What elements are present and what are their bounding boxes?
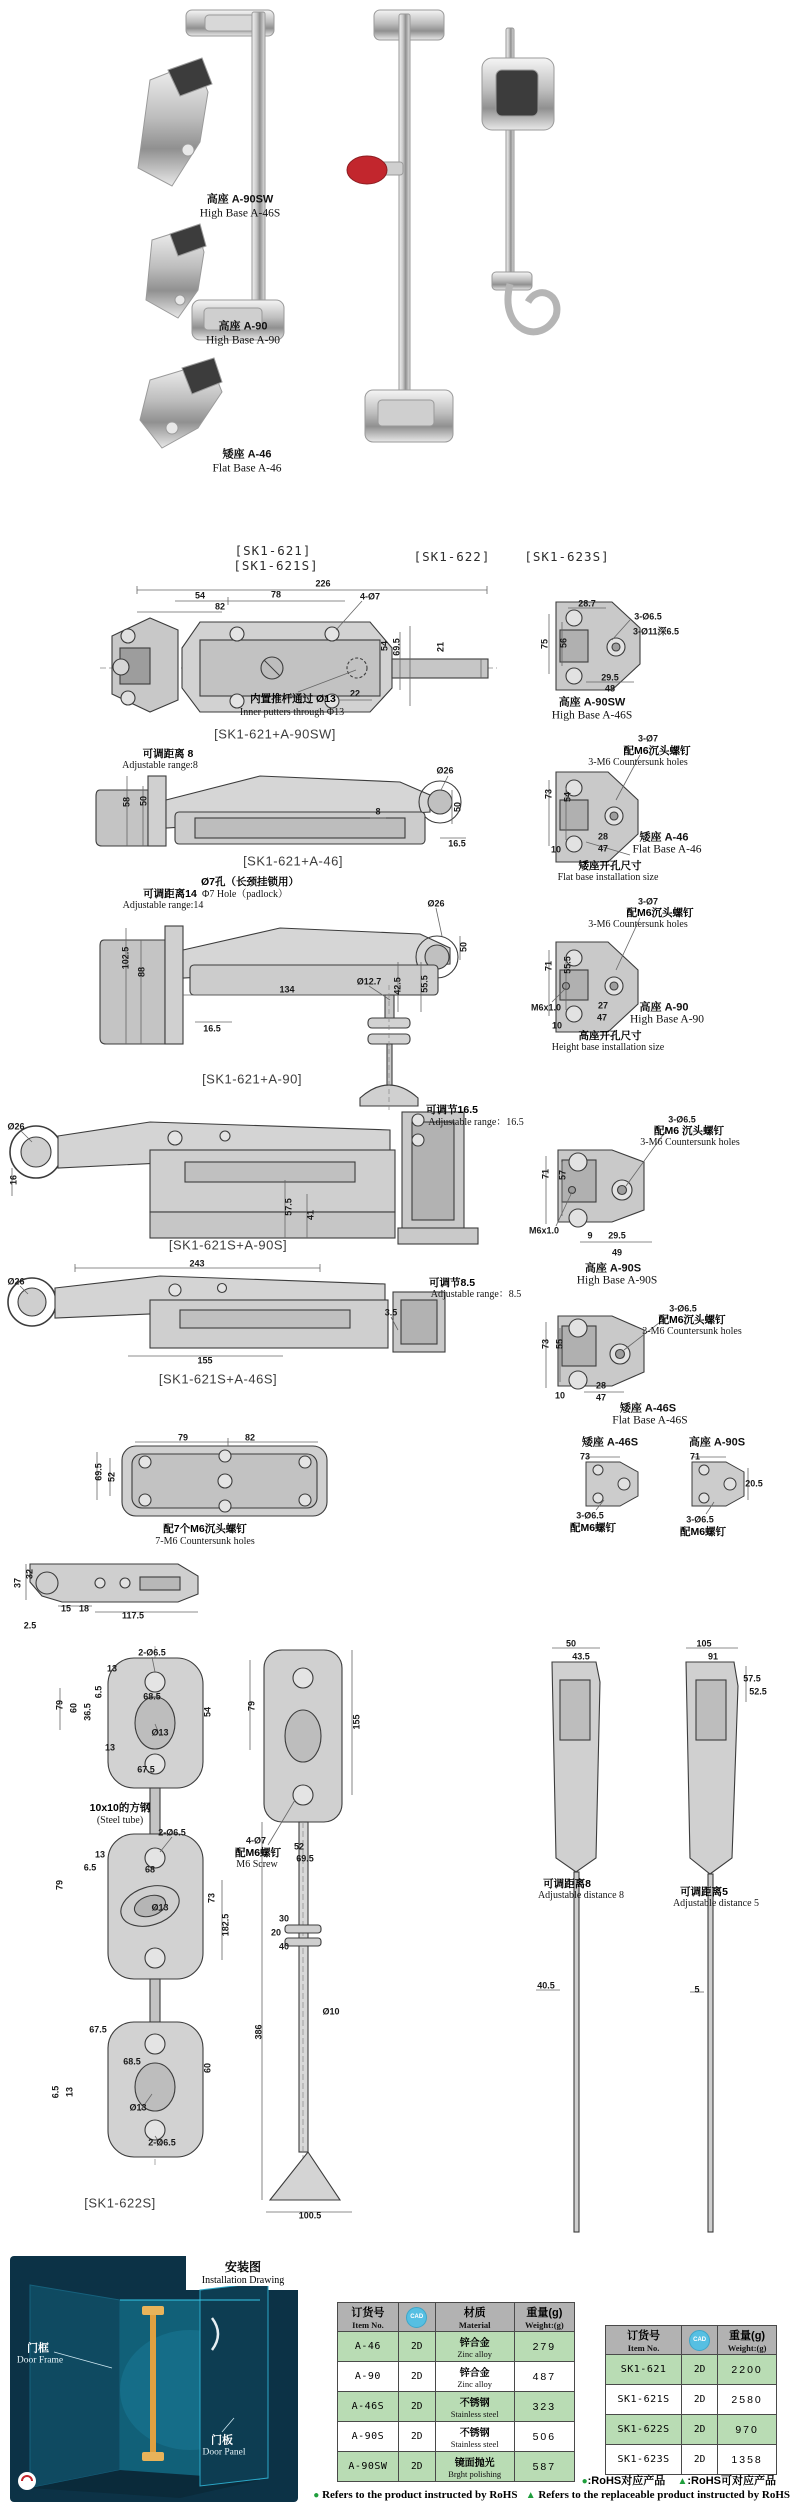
drawing-annotation: 5 — [694, 1984, 700, 1995]
drawing-a90-install — [549, 918, 640, 1032]
table-cell-cad: 2D — [398, 2422, 435, 2452]
drawing-annotation: Adjustable range:14 — [122, 900, 204, 911]
drawing-annotation: 47 — [595, 1392, 607, 1403]
drawing-annotation: 68.5 — [123, 2056, 141, 2067]
drawing-annotation: High Base A-90 — [205, 334, 281, 347]
photo-sk1-623s — [482, 28, 557, 332]
drawing-annotation: 配M6螺钉 — [234, 1846, 282, 1859]
drawing-annotation: High Base A-90 — [629, 1013, 705, 1026]
drawing-annotation: 67.5 — [137, 1764, 155, 1775]
drawing-7m6-plate — [93, 1438, 327, 1516]
drawing-annotation: 82 — [244, 1432, 256, 1443]
drawing-annotation: 16.5 — [203, 1023, 221, 1034]
drawing-annotation: 门框 — [27, 2342, 49, 2355]
part-number-label: [SK1-621+A-90SW] — [214, 726, 336, 742]
drawing-annotation: 矮座 A-46 — [222, 448, 272, 461]
drawing-annotation: 243 — [189, 1258, 205, 1269]
drawing-annotation: 9 — [587, 1230, 593, 1241]
col-item-no: 订货号 Item No. — [338, 2303, 399, 2332]
table-cell-mat_zh: 镜面抛光 Brght polishing — [435, 2452, 514, 2482]
drawing-annotation: 69.5 — [391, 638, 402, 656]
parts-table-assemblies — [605, 2325, 777, 2475]
drawing-annotation: 40.5 — [537, 1980, 555, 1991]
drawing-annotation: Adjustable range：16.5 — [428, 1117, 524, 1128]
drawing-annotation: 54 — [379, 640, 390, 652]
drawing-annotation: 可调节16.5 — [426, 1103, 478, 1116]
table-row — [338, 2422, 575, 2452]
drawing-annotation: Flat base installation size — [557, 872, 659, 883]
drawing-annotation: 20 — [270, 1927, 282, 1938]
table-cell-cad: 2D — [682, 2355, 718, 2385]
drawing-annotation: 高座 A-90 — [639, 1001, 689, 1014]
drawing-annotation: 3-Ø6.5 — [668, 1114, 696, 1125]
red-knob — [347, 156, 387, 184]
table-cell-cad: 2D — [682, 2445, 718, 2475]
drawing-annotation: Ø13 — [151, 1902, 169, 1913]
drawing-annotation: 68.5 — [143, 1691, 161, 1702]
drawing-annotation: 386 — [253, 2024, 264, 2040]
drawing-annotation: 配M6 沉头螺钉 — [653, 1124, 725, 1137]
table-row — [338, 2452, 575, 2482]
table-cell-item: SK1-622S — [606, 2415, 682, 2445]
drawing-annotation: 55.5 — [562, 956, 573, 974]
drawing-annotation: Flat Base A-46 — [212, 462, 282, 475]
drawing-annotation: 3-Ø7 — [637, 896, 659, 907]
table-cell-item: A-46S — [338, 2392, 399, 2422]
drawing-annotation: 3-Ø6.5 — [669, 1303, 697, 1314]
table-row — [338, 2392, 575, 2422]
drawing-annotation: 门板 — [211, 2434, 233, 2447]
table-cell-mat_zh: 锌合金 Zinc alloy — [435, 2332, 514, 2362]
drawing-annotation: 50 — [565, 1638, 577, 1649]
drawing-annotation: 配M6螺钉 — [679, 1525, 727, 1538]
table-cell-item: SK1-621 — [606, 2355, 682, 2385]
drawing-annotation: 73 — [579, 1451, 591, 1462]
drawing-a46s-a90s-small — [586, 1457, 748, 1514]
drawing-annotation: 32 — [24, 1568, 35, 1580]
col-cad — [682, 2326, 718, 2355]
table-cell-w: 279 — [514, 2332, 574, 2362]
drawing-annotation: High Base A-46S — [551, 709, 633, 722]
drawing-annotation: 3-Ø6.5 — [686, 1514, 714, 1525]
rohs-note-en: ● Refers to the product instructed by RoHS ▲ Refers to the replaceable product instructed by RoHS — [313, 2489, 790, 2501]
parts-table-materials — [337, 2302, 575, 2482]
photo-base-a90sw — [138, 58, 212, 186]
drawing-annotation: High Base A-90S — [576, 1274, 658, 1287]
table-cell-item: A-46 — [338, 2332, 399, 2362]
drawing-annotation: 41 — [305, 1209, 316, 1221]
drawing-annotation: Ø26 — [427, 898, 445, 909]
drawing-annotation: 3.5 — [384, 1307, 398, 1318]
col-weight: 重量(g) Weight:(g) — [718, 2326, 777, 2355]
rohs-note-zh: ●:RoHS对应产品 ▲:RoHS可对应产品 — [581, 2475, 776, 2487]
drawing-annotation: 50 — [138, 795, 149, 807]
drawing-annotation: 16 — [8, 1174, 19, 1186]
drawing-annotation: 73 — [540, 1338, 551, 1350]
drawing-a90s-install — [546, 1128, 668, 1242]
drawing-annotation: 71 — [689, 1451, 701, 1462]
drawing-annotation: 13 — [94, 1849, 106, 1860]
drawing-annotation: 10x10的方钢 — [89, 1801, 151, 1814]
drawing-annotation: 102.5 — [120, 946, 131, 970]
part-number-label: [SK1-621+A-90] — [202, 1071, 302, 1087]
drawing-annotation: 50 — [458, 941, 469, 953]
table-cell-w: 587 — [514, 2452, 574, 2482]
table-cell-cad: 2D — [682, 2415, 718, 2445]
drawing-annotation: 22 — [349, 688, 361, 699]
col-item-no: 订货号 Item No. — [606, 2326, 682, 2355]
cad-icon: CAD — [689, 2330, 710, 2351]
drawing-annotation: 58 — [121, 796, 132, 808]
drawing-annotation: 155 — [351, 1714, 362, 1730]
drawing-annotation: 13 — [106, 1663, 118, 1674]
table-header-row — [606, 2326, 777, 2355]
table-cell-item: SK1-623S — [606, 2445, 682, 2475]
col-weight: 重量(g) Weight:(g) — [514, 2303, 574, 2332]
brand-logo — [18, 2472, 36, 2490]
drawing-annotation: 57 — [557, 1169, 568, 1181]
table-cell-mat_zh: 锌合金 Zinc alloy — [435, 2362, 514, 2392]
rohs-dot-icon: ● — [581, 2476, 588, 2487]
drawing-annotation: 60 — [202, 2062, 213, 2074]
drawing-annotation: 高座开孔尺寸 — [578, 1029, 642, 1042]
table-cell-item: A-90 — [338, 2362, 399, 2392]
drawing-annotation: 2-Ø6.5 — [138, 1647, 166, 1658]
drawing-annotation: 29.5 — [608, 1230, 626, 1241]
drawing-annotation: Flat Base A-46 — [632, 843, 702, 856]
drawing-annotation: 182.5 — [220, 1913, 231, 1937]
drawing-annotation: 79 — [54, 1879, 65, 1891]
drawing-annotation: 4-Ø7 — [359, 591, 381, 602]
drawing-annotation: Ø13 — [129, 2102, 147, 2113]
part-number-label: [SK1-621] — [234, 542, 312, 558]
drawing-annotation: 矮座开孔尺寸 — [578, 859, 642, 872]
drawing-annotation: Ø26 — [436, 765, 454, 776]
drawing-annotation: Door Panel — [202, 2447, 246, 2458]
installation-illustration — [10, 2256, 298, 2502]
drawing-annotation: 54 — [194, 590, 206, 601]
table-row — [606, 2355, 777, 2385]
drawing-annotation: 54 — [562, 791, 573, 803]
drawing-annotation: 27 — [597, 1000, 609, 1011]
drawing-annotation: Door Frame — [16, 2355, 64, 2366]
drawing-annotation: 安装图 — [222, 2261, 264, 2273]
drawing-annotation: 6.5 — [83, 1862, 97, 1873]
part-number-label: [SK1-621S] — [233, 557, 319, 573]
drawing-annotation: 29.5 — [601, 672, 619, 683]
drawing-annotation: 47 — [596, 1012, 608, 1023]
col-material: 材质 Material — [435, 2303, 514, 2332]
table-cell-w: 2580 — [718, 2385, 777, 2415]
drawing-annotation: Ø7孔（长颈挂锁用） — [200, 875, 300, 888]
drawing-annotation: 可调距离8 — [543, 1877, 591, 1890]
drawing-annotation: Flat Base A-46S — [612, 1414, 688, 1427]
drawing-annotation: 7-M6 Countersunk holes — [155, 1536, 255, 1547]
drawing-annotation: 69.5 — [296, 1853, 314, 1864]
drawing-annotation: 6.5 — [93, 1685, 104, 1699]
table-cell-cad: 2D — [398, 2332, 435, 2362]
drawing-annotation: 3-M6 Countersunk holes — [588, 757, 688, 768]
drawing-annotation: 47 — [597, 843, 609, 854]
part-number-label: [SK1-621S+A-90S] — [168, 1237, 288, 1253]
drawing-annotation: Inner putters through Φ13 — [239, 707, 345, 718]
drawing-annotation: 20.5 — [745, 1478, 763, 1489]
rohs-triangle-icon: ▲ — [525, 2490, 536, 2501]
drawing-annotation: 可调节8.5 — [428, 1276, 476, 1289]
drawing-annotation: Adjustable distance 8 — [537, 1890, 625, 1901]
table-row — [606, 2415, 777, 2445]
drawing-annotation: 8 — [375, 806, 381, 817]
table-cell-w: 506 — [514, 2422, 574, 2452]
drawing-annotation: 55.5 — [419, 975, 430, 993]
drawing-annotation: 配7个M6沉头螺钉 — [163, 1522, 247, 1535]
door-panel — [200, 2282, 268, 2486]
drawing-annotation: 155 — [197, 1355, 213, 1366]
drawing-keeper — [26, 1564, 198, 1612]
drawing-annotation: 矮座 A-46S — [619, 1402, 677, 1415]
drawing-annotation: 3-Ø6.5 — [576, 1510, 604, 1521]
table-row — [338, 2362, 575, 2392]
part-number-label: [SK1-622] — [413, 548, 491, 564]
table-row — [606, 2385, 777, 2415]
drawing-annotation: 40 — [278, 1941, 290, 1952]
photo-sk1-622 — [347, 10, 453, 442]
drawing-annotation: 高座 A-90S — [584, 1262, 642, 1275]
table-cell-item: A-90SW — [338, 2452, 399, 2482]
drawing-annotation: 3-M6 Countersunk holes — [642, 1326, 742, 1337]
table-cell-w: 2200 — [718, 2355, 777, 2385]
col-cad — [398, 2303, 435, 2332]
drawing-annotation: 矮座 A-46 — [639, 831, 689, 844]
drawing-annotation: 10 — [554, 1390, 566, 1401]
drawing-annotation: 54 — [202, 1706, 213, 1718]
table-cell-cad: 2D — [398, 2362, 435, 2392]
drawing-annotation: Ø13 — [151, 1727, 169, 1738]
table-cell-cad: 2D — [398, 2392, 435, 2422]
drawing-annotation: Installation Drawing — [199, 2276, 287, 2286]
drawing-annotation: 可调距离 8 — [142, 747, 194, 760]
drawing-annotation: 42.5 — [392, 977, 403, 995]
drawing-annotation: 28 — [595, 1380, 607, 1391]
drawing-annotation: 52.5 — [749, 1686, 767, 1697]
drawing-annotation: 36.5 — [82, 1703, 93, 1721]
table-cell-cad: 2D — [398, 2452, 435, 2482]
drawing-annotation: M6x1.0 — [530, 1002, 562, 1013]
drawing-annotation: M6 Screw — [236, 1859, 278, 1870]
drawing-annotation: 73 — [206, 1892, 217, 1904]
drawing-annotation: 55 — [554, 1338, 565, 1350]
drawing-annotation: 52 — [106, 1471, 117, 1483]
drawing-annotation: 57.5 — [283, 1198, 294, 1216]
drawing-annotation: 79 — [177, 1432, 189, 1443]
table-cell-w: 970 — [718, 2415, 777, 2445]
lock-rod — [150, 2310, 156, 2460]
drawing-annotation: 2-Ø6.5 — [158, 1827, 186, 1838]
drawing-annotation: 10 — [550, 844, 562, 855]
drawing-annotation: 52 — [293, 1841, 305, 1852]
drawing-annotation: Adjustable range:8 — [122, 760, 198, 771]
drawing-annotation: 4-Ø7 — [245, 1835, 267, 1846]
drawing-annotation: 79 — [54, 1699, 65, 1711]
drawing-annotation: Ø26 — [7, 1276, 25, 1287]
drawing-annotation: 37 — [12, 1577, 23, 1589]
drawing-annotation: 10 — [551, 1020, 563, 1031]
drawing-annotation: 3-Ø6.5 — [634, 611, 662, 622]
drawing-annotation: 134 — [279, 984, 295, 995]
table-cell-w: 1358 — [718, 2445, 777, 2475]
drawing-annotation: 配M6沉头螺钉 — [623, 744, 691, 757]
table-cell-item: A-90S — [338, 2422, 399, 2452]
drawing-a46-install — [549, 755, 640, 862]
drawing-annotation: 43.5 — [572, 1651, 590, 1662]
drawing-annotation: 高座 A-90SW — [206, 193, 274, 206]
drawing-annotation: 2-Ø6.5 — [148, 2137, 176, 2148]
drawing-sk1-622s — [60, 1646, 222, 2168]
drawing-annotation: 可调距离5 — [680, 1885, 728, 1898]
part-number-label: [SK1-622S] — [84, 2195, 156, 2211]
drawing-annotation: 可调距离14 — [143, 887, 197, 900]
cad-icon: CAD — [406, 2307, 427, 2328]
drawing-sk1-621s-a90s — [10, 1112, 478, 1244]
drawing-a46s-install — [546, 1316, 668, 1392]
drawing-annotation: 高座 A-90S — [688, 1436, 746, 1449]
part-number-label: [SK1-621+A-46] — [243, 853, 343, 869]
drawing-annotation: 18 — [78, 1603, 90, 1614]
drawing-a90sw-install — [549, 598, 640, 690]
drawing-annotation: 82 — [214, 601, 226, 612]
drawing-annotation: Ø12.7 — [356, 976, 382, 987]
drawing-sk1-622 — [246, 1650, 352, 2212]
drawing-annotation: 6.5 — [50, 2085, 61, 2099]
drawing-annotation: 69.5 — [93, 1463, 104, 1481]
drawing-annotation: 68 — [144, 1864, 156, 1875]
drawing-annotation: 3-Ø7 — [637, 733, 659, 744]
drawing-annotation: 16.5 — [448, 838, 466, 849]
drawing-annotation: 67.5 — [89, 2024, 107, 2035]
drawing-annotation: 13 — [64, 2086, 75, 2098]
table-cell-mat_zh: 不锈钢 Stainless steel — [435, 2392, 514, 2422]
table-cell-w: 487 — [514, 2362, 574, 2392]
part-number-label: [SK1-623S] — [524, 548, 610, 564]
drawing-annotation: 28.7 — [578, 598, 596, 609]
drawing-annotation: 79 — [246, 1700, 257, 1712]
drawing-annotation: 75 — [539, 638, 550, 650]
drawing-annotation: 13 — [104, 1742, 116, 1753]
table-cell-item: SK1-621S — [606, 2385, 682, 2415]
table-cell-w: 323 — [514, 2392, 574, 2422]
drawing-annotation: 内置推杆通过 Ø13 — [250, 692, 336, 705]
drawing-annotation: M6x1.0 — [528, 1225, 560, 1236]
drawing-annotation: 78 — [270, 589, 282, 600]
drawing-annotation: 3-M6 Countersunk holes — [588, 919, 688, 930]
drawing-annotation: 50 — [452, 801, 463, 813]
table-row — [338, 2332, 575, 2362]
drawing-annotation: 15 — [60, 1603, 72, 1614]
part-number-label: [SK1-621S+A-46S] — [158, 1371, 278, 1387]
drawing-annotation: 117.5 — [121, 1610, 145, 1621]
drawing-annotation: 105 — [696, 1638, 712, 1649]
drawing-annotation: 配M6螺钉 — [569, 1521, 617, 1534]
drawing-annotation: 100.5 — [298, 2210, 322, 2221]
drawing-annotation: 49 — [611, 1247, 623, 1258]
drawing-annotation: 91 — [707, 1651, 719, 1662]
drawing-sk1-623s-views — [536, 1648, 746, 2232]
drawing-annotation: Adjustable range：8.5 — [430, 1289, 522, 1300]
drawing-sk1-621-a90 — [100, 908, 460, 1112]
drawing-annotation: 57.5 — [743, 1673, 761, 1684]
drawing-annotation: 2.5 — [23, 1620, 37, 1631]
drawing-annotation: Ø26 — [7, 1121, 25, 1132]
drawing-annotation: 3-Ø11深6.5 — [632, 626, 680, 637]
table-cell-mat_zh: 不锈钢 Stainless steel — [435, 2422, 514, 2452]
drawing-annotation: Ø10 — [322, 2006, 340, 2017]
drawing-annotation: Height base installation size — [551, 1042, 665, 1053]
drawing-annotation: 226 — [315, 578, 331, 589]
table-row — [606, 2445, 777, 2475]
drawing-sk1-621-a46 — [96, 776, 466, 846]
rohs-triangle-icon: ▲ — [677, 2476, 688, 2487]
drawing-annotation: 73 — [543, 788, 554, 800]
drawing-annotation: 28 — [597, 831, 609, 842]
drawing-annotation: 60 — [68, 1702, 79, 1714]
drawing-annotation: 高座 A-90 — [218, 320, 268, 333]
drawing-annotation: Φ7 Hole（padlock） — [202, 889, 288, 900]
drawing-annotation: 高座 A-90SW — [558, 696, 626, 709]
drawing-annotation: 48 — [604, 683, 616, 694]
drawing-annotation: 71 — [540, 1168, 551, 1180]
drawing-sk1-621-a90sw — [100, 586, 497, 712]
drawing-annotation: High Base A-46S — [199, 207, 281, 220]
drawing-annotation: Adjustable distance 5 — [672, 1898, 760, 1909]
drawing-annotation: 30 — [278, 1913, 290, 1924]
drawing-annotation: 矮座 A-46S — [581, 1436, 639, 1449]
table-header-row — [338, 2303, 575, 2332]
table-cell-cad: 2D — [682, 2385, 718, 2415]
photo-base-a46 — [140, 358, 222, 448]
drawing-sk1-621s-a46s — [8, 1264, 445, 1356]
drawing-annotation: 配M6沉头螺钉 — [626, 906, 694, 919]
rohs-dot-icon: ● — [313, 2490, 320, 2501]
drawing-annotation: 21 — [435, 641, 446, 653]
drawing-annotation: (Steel tube) — [96, 1815, 144, 1826]
drawing-annotation: 56 — [558, 637, 569, 649]
drawing-annotation: 3-M6 Countersunk holes — [640, 1137, 740, 1148]
drawing-annotation: 88 — [136, 966, 147, 978]
drawing-annotation: 71 — [543, 960, 554, 972]
drawing-annotation: 配M6沉头螺钉 — [658, 1313, 726, 1326]
